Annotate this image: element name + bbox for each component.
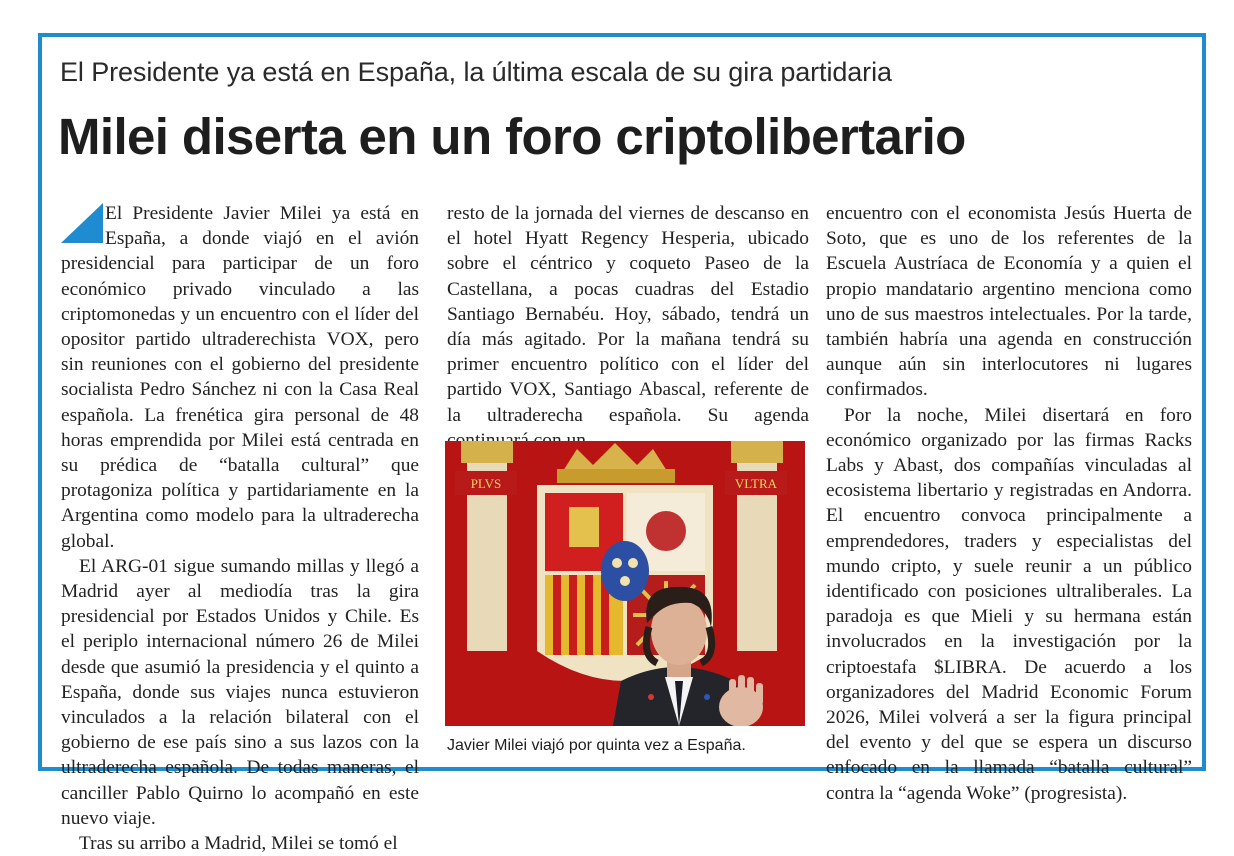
- section-start-triangle-icon: [61, 203, 103, 243]
- photo-banner-right: VLTRA: [734, 476, 778, 491]
- paragraph-1-text: El Presidente Javier Milei ya está en España, a donde viajó en el avión presidencial para participar de un foro económico privado vinculado a las criptomonedas y un encuentro con el líder del opositor partido ultraderechista VOX, pero sin reuniones con el gobierno del presidente socialista Pedro Sánchez ni con la Casa Real española. La frenética gira personal de 48 horas emprendida por Milei está centrada en su prédica de “batalla cultural” que protagoniza política y partidariamente en la Argentina como modelo para la ultraderecha global.: [61, 203, 419, 552]
- article-column-3: [826, 201, 1192, 806]
- paragraph-6: Por la noche, Milei disertará en foro económico organizado por las firmas Racks Labs y Abast, dos compañías vinculadas al ecosistema libertario y registradas en Andorra. El encuentro convoca principalmente a emprendedores, traders y especialistas del mundo cripto, y suele reunir a un público identificado con posiciones ultraliberales. La paradoja es que Mieli y su hermana están involucrados en la investigación por la criptoestafa $LIBRA. De acuerdo a los organizadores del Madrid Economic Forum 2026, Milei volverá a ser la figura principal del evento y del que se espera un discurso enfocado en la llamada “batalla cultural” contra la “agenda Woke” (progresista).: [826, 404, 1192, 804]
- article-photo: [445, 441, 805, 726]
- paragraph-2: El ARG-01 sigue sumando millas y llegó a Madrid ayer al mediodía tras la gira presidencial por Estados Unidos y Chile. Es el periplo internacional número 26 de Milei desde que asumió la presidencia y el quinto a España, donde sus viajes nunca estuvieron vinculados a la relación bilateral con el gobierno de ese país sino a sus lazos con la ultraderecha española. De todas maneras, el canciller Pablo Quirno lo acompañó en este nuevo viaje.: [61, 555, 419, 829]
- paragraph-4: resto de la jornada del viernes de descanso en el hotel Hyatt Regency Hesperia, ubicado sobre el céntrico y coqueto Paseo de la Castellana, a pocas cuadras del Estadio Santiago Bernabéu. Hoy, sábado, tendrá un día más agitado. Por la mañana tendrá su primer encuentro político con el líder del partido VOX, Santiago Abascal, referente de la ultraderecha española. Su agenda: [447, 203, 809, 426]
- article-column-1: [61, 201, 419, 856]
- paragraph-5: encuentro con el economista Jesús Huerta de Soto, que es uno de los referentes de la Escuela Austríaca de Economía y a quien el propio mandatario argentino menciona como uno de sus maestros intelectuales. Por la tarde, también habría una agenda en construcción aunque aún sin interlocutores ni lugares confirmados.: [826, 203, 1192, 401]
- paragraph-1: [61, 201, 419, 554]
- photo-banner-left: PLVS: [470, 476, 502, 491]
- article-column-2: [447, 201, 809, 453]
- photo-caption: Javier Milei viajó por quinta vez a España.: [447, 737, 746, 754]
- article-frame: [38, 33, 1206, 855]
- paragraph-3: Tras su arribo a Madrid, Milei se tomó el: [79, 833, 398, 855]
- article-headline: Milei diserta en un foro criptolibertario: [58, 108, 966, 165]
- article-kicker: El Presidente ya está en España, la última escala de su gira partidaria: [60, 57, 892, 87]
